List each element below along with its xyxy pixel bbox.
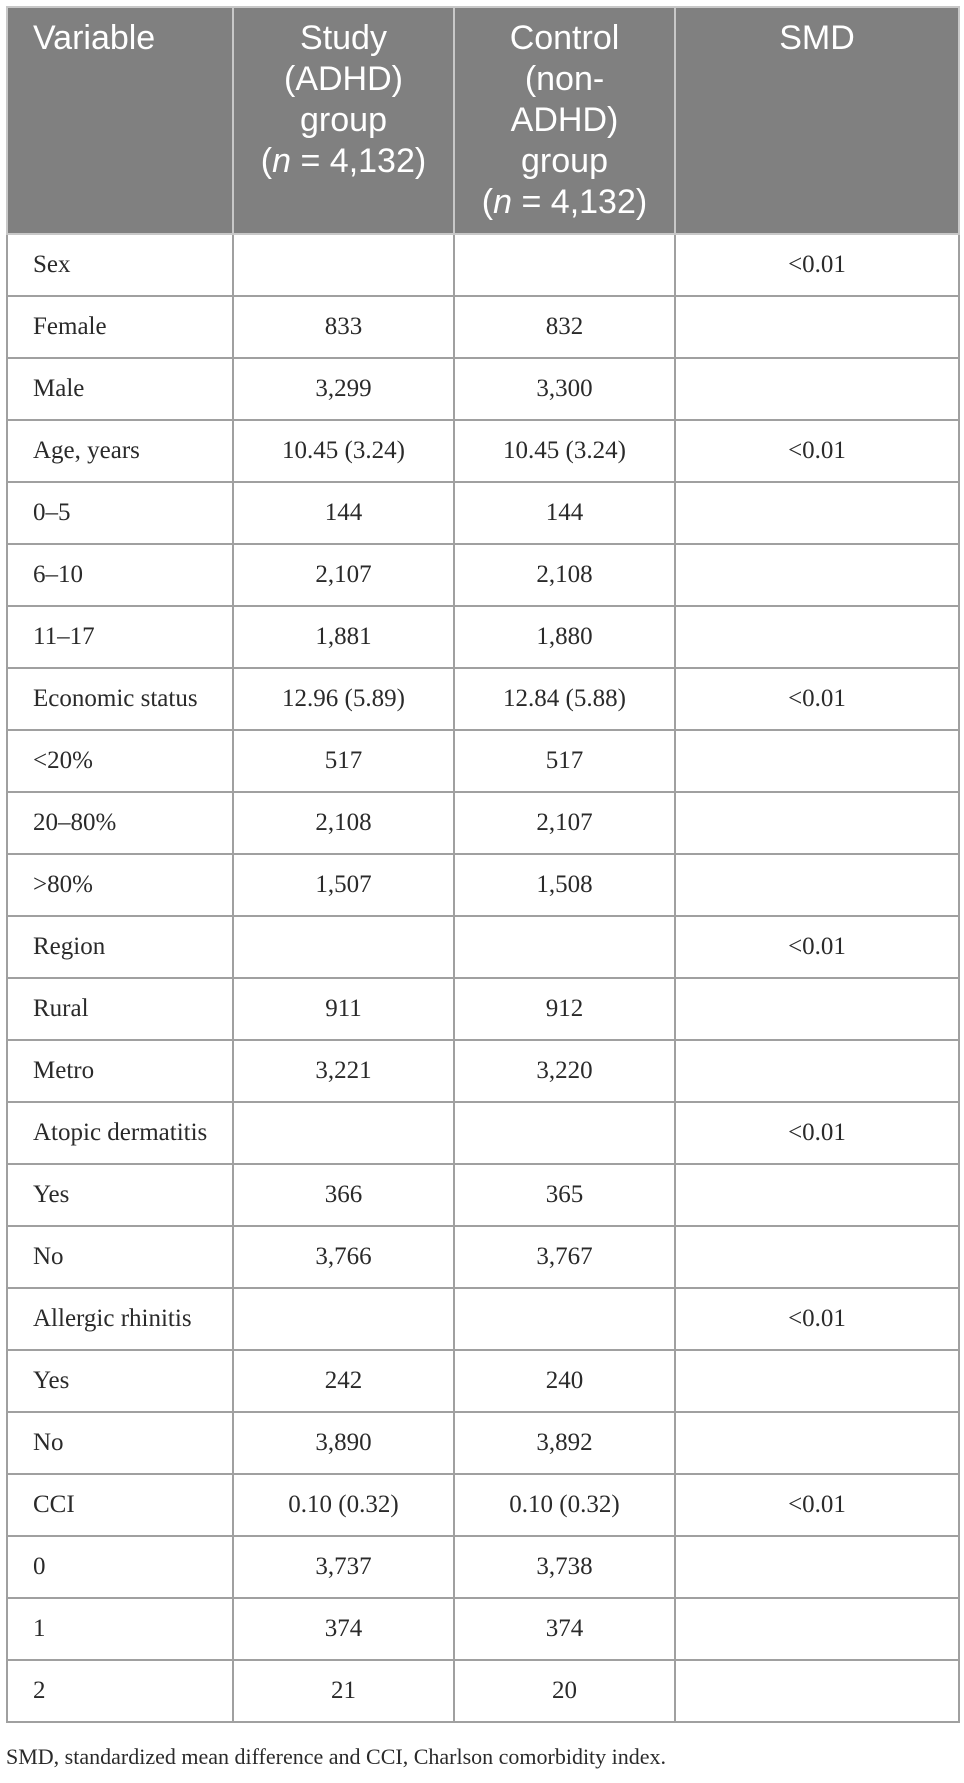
cell-control-group: 832	[454, 296, 675, 358]
cell-variable: Economic status	[7, 668, 233, 730]
cell-smd	[675, 1660, 959, 1722]
table-row	[7, 544, 959, 606]
table-row	[7, 296, 959, 358]
table-row	[7, 482, 959, 544]
cell-smd	[675, 606, 959, 668]
cell-control-group: 10.45 (3.24)	[454, 420, 675, 482]
cell-variable: Atopic dermatitis	[7, 1102, 233, 1164]
cell-study-group	[233, 916, 454, 978]
cell-study-group: 833	[233, 296, 454, 358]
cell-variable: No	[7, 1412, 233, 1474]
cell-control-group	[454, 1102, 675, 1164]
cell-study-group: 374	[233, 1598, 454, 1660]
cell-variable: >80%	[7, 854, 233, 916]
cell-smd: <0.01	[675, 1102, 959, 1164]
cell-study-group: 1,881	[233, 606, 454, 668]
cell-variable: Rural	[7, 978, 233, 1040]
header-study-n-open: (	[260, 142, 273, 180]
cell-variable: 2	[7, 1660, 233, 1722]
cell-variable: 0	[7, 1536, 233, 1598]
cell-control-group	[454, 1288, 675, 1350]
table-row	[7, 1350, 959, 1412]
cell-smd: <0.01	[675, 1288, 959, 1350]
cell-study-group: 517	[233, 730, 454, 792]
header-variable: Variable	[7, 7, 233, 234]
cell-variable: Male	[7, 358, 233, 420]
cell-control-group: 1,880	[454, 606, 675, 668]
cell-control-group: 3,300	[454, 358, 675, 420]
cell-variable: Sex	[7, 234, 233, 296]
cell-study-group: 12.96 (5.89)	[233, 668, 454, 730]
table-row	[7, 1598, 959, 1660]
cell-study-group	[233, 1288, 454, 1350]
cell-smd	[675, 1598, 959, 1660]
cell-study-group: 2,108	[233, 792, 454, 854]
header-control-group	[454, 7, 675, 234]
header-control-n-value: = 4,132)	[512, 183, 648, 221]
table-row	[7, 1040, 959, 1102]
table-row	[7, 1164, 959, 1226]
header-study-group	[233, 7, 454, 234]
cell-control-group: 12.84 (5.88)	[454, 668, 675, 730]
cell-variable: 0–5	[7, 482, 233, 544]
cell-control-group	[454, 916, 675, 978]
cell-smd	[675, 1350, 959, 1412]
table-row	[7, 606, 959, 668]
cell-study-group: 21	[233, 1660, 454, 1722]
cell-control-group: 365	[454, 1164, 675, 1226]
table-row	[7, 1102, 959, 1164]
cell-control-group: 517	[454, 730, 675, 792]
cell-smd	[675, 296, 959, 358]
cell-control-group: 1,508	[454, 854, 675, 916]
cell-control-group	[454, 234, 675, 296]
cell-variable: Region	[7, 916, 233, 978]
cell-study-group: 1,507	[233, 854, 454, 916]
cell-control-group: 0.10 (0.32)	[454, 1474, 675, 1536]
cell-smd	[675, 544, 959, 606]
table-row	[7, 1536, 959, 1598]
header-control-line-3: ADHD)	[510, 101, 619, 139]
header-control-n-open: (	[481, 183, 494, 221]
cell-control-group: 3,767	[454, 1226, 675, 1288]
cell-study-group: 3,299	[233, 358, 454, 420]
header-study-line-1: Study	[300, 19, 387, 57]
cell-smd: <0.01	[675, 1474, 959, 1536]
table-row	[7, 1288, 959, 1350]
cell-smd: <0.01	[675, 420, 959, 482]
cell-variable: CCI	[7, 1474, 233, 1536]
cell-variable: 11–17	[7, 606, 233, 668]
cell-control-group: 20	[454, 1660, 675, 1722]
cell-variable: Yes	[7, 1164, 233, 1226]
table-row	[7, 1474, 959, 1536]
header-control-n	[465, 182, 664, 223]
cell-smd	[675, 482, 959, 544]
cell-control-group: 3,220	[454, 1040, 675, 1102]
cell-smd	[675, 1226, 959, 1288]
header-study-n	[244, 141, 443, 182]
cell-smd	[675, 1164, 959, 1226]
cell-study-group: 144	[233, 482, 454, 544]
cell-smd	[675, 730, 959, 792]
table-row	[7, 854, 959, 916]
table-row	[7, 420, 959, 482]
cell-smd	[675, 854, 959, 916]
cell-variable: Yes	[7, 1350, 233, 1412]
table-row	[7, 792, 959, 854]
header-control-line-2: (non-	[524, 60, 605, 98]
cell-control-group: 144	[454, 482, 675, 544]
table-row	[7, 234, 959, 296]
cell-study-group: 911	[233, 978, 454, 1040]
cell-control-group: 3,892	[454, 1412, 675, 1474]
cell-study-group: 3,766	[233, 1226, 454, 1288]
header-study-n-value: = 4,132)	[291, 142, 427, 180]
header-study-n-var: n	[272, 142, 292, 180]
cell-study-group	[233, 1102, 454, 1164]
cell-smd	[675, 358, 959, 420]
baseline-characteristics-table	[6, 6, 960, 1723]
table-row	[7, 1412, 959, 1474]
cell-smd	[675, 978, 959, 1040]
table-row	[7, 730, 959, 792]
table-row	[7, 1660, 959, 1722]
header-control-line-4: group	[521, 142, 608, 180]
cell-study-group	[233, 234, 454, 296]
cell-smd: <0.01	[675, 668, 959, 730]
cell-smd	[675, 792, 959, 854]
cell-study-group: 242	[233, 1350, 454, 1412]
cell-smd: <0.01	[675, 916, 959, 978]
cell-variable: Age, years	[7, 420, 233, 482]
cell-study-group: 3,890	[233, 1412, 454, 1474]
cell-control-group: 374	[454, 1598, 675, 1660]
table-row	[7, 358, 959, 420]
table-row	[7, 978, 959, 1040]
table-container	[6, 6, 958, 1723]
cell-variable: <20%	[7, 730, 233, 792]
cell-study-group: 2,107	[233, 544, 454, 606]
cell-variable: Female	[7, 296, 233, 358]
cell-control-group: 3,738	[454, 1536, 675, 1598]
cell-study-group: 3,737	[233, 1536, 454, 1598]
table-header	[7, 7, 959, 234]
cell-control-group: 240	[454, 1350, 675, 1412]
table-row	[7, 668, 959, 730]
cell-smd	[675, 1412, 959, 1474]
header-smd: SMD	[675, 7, 959, 234]
table-row	[7, 1226, 959, 1288]
cell-variable: 20–80%	[7, 792, 233, 854]
cell-smd: <0.01	[675, 234, 959, 296]
cell-control-group: 2,107	[454, 792, 675, 854]
header-study-line-2: (ADHD)	[284, 60, 403, 98]
cell-study-group: 3,221	[233, 1040, 454, 1102]
cell-control-group: 2,108	[454, 544, 675, 606]
cell-smd	[675, 1536, 959, 1598]
header-control-n-var: n	[493, 183, 513, 221]
cell-control-group: 912	[454, 978, 675, 1040]
cell-variable: No	[7, 1226, 233, 1288]
header-study-line-3: group	[300, 101, 387, 139]
cell-study-group: 366	[233, 1164, 454, 1226]
header-control-line-1: Control	[509, 19, 620, 57]
header-row	[7, 7, 959, 234]
cell-smd	[675, 1040, 959, 1102]
cell-variable: 1	[7, 1598, 233, 1660]
cell-study-group: 0.10 (0.32)	[233, 1474, 454, 1536]
cell-variable: Allergic rhinitis	[7, 1288, 233, 1350]
table-footnote: SMD, standardized mean difference and CCI, Charlson comorbidity index.	[6, 1744, 667, 1769]
cell-variable: Metro	[7, 1040, 233, 1102]
cell-study-group: 10.45 (3.24)	[233, 420, 454, 482]
table-body	[7, 234, 959, 1722]
table-row	[7, 916, 959, 978]
cell-variable: 6–10	[7, 544, 233, 606]
